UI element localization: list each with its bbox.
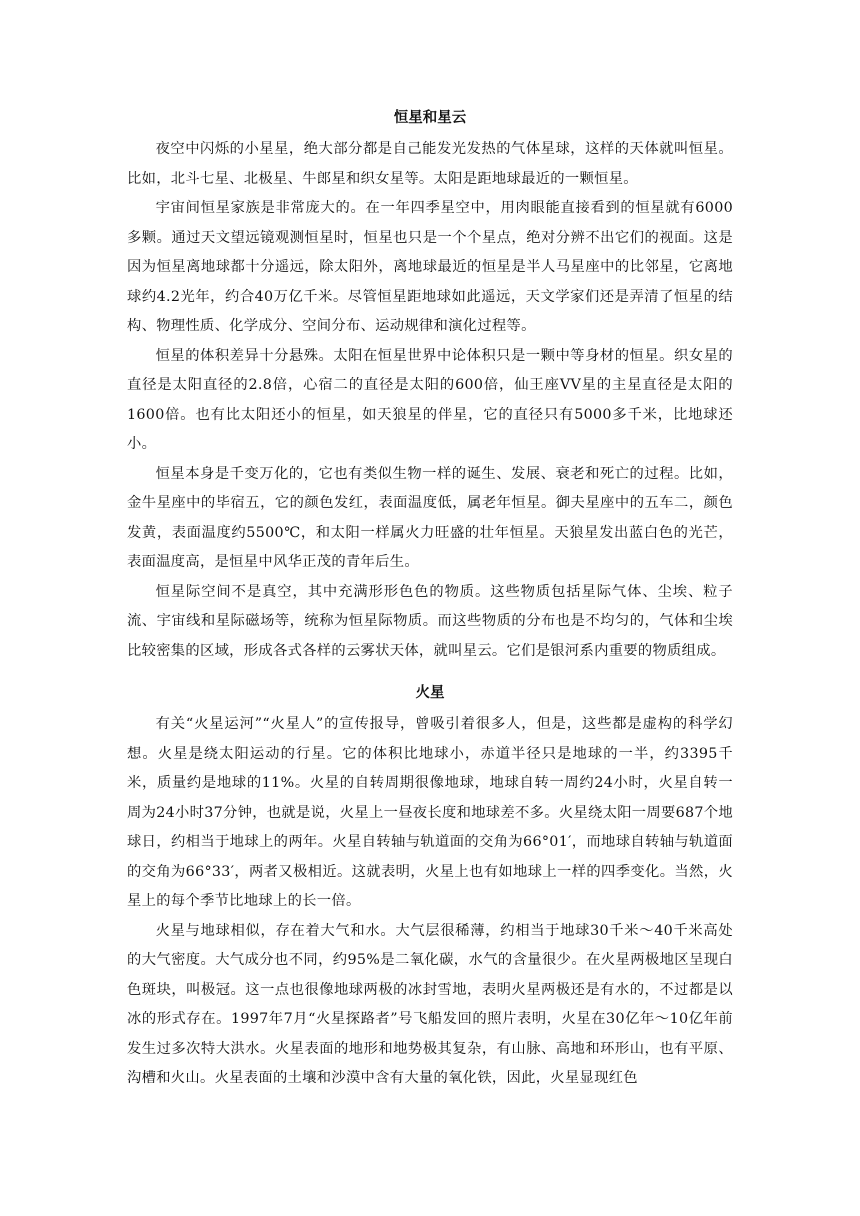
paragraph: 火星与地球相似，存在着大气和水。大气层很稀薄，约相当于地球30千米～40千米高处的大气密度。大气成分也不同，约95%是二氧化碳，水气的含量很少。在火星两极地区呈现白色斑块，叫极冠。这一点也很像地球两极的冰封雪地，表明火星两极还是有水的，不过都是以冰的形式存在。1997年7月“火星探路者”号飞船发回的照片表明，火星在30亿年～10亿年前发生过多次特大洪水。火星表面的地形和地势极其复杂，有山脉、高地和环形山，也有平原、沟槽和火山。火星表面的土壤和沙漠中含有大量的氧化铁，因此，火星显现红色 bbox=[127, 922, 733, 1086]
document-body bbox=[127, 105, 733, 1094]
paragraph: 宇宙间恒星家族是非常庞大的。在一年四季星空中，用肉眼能直接看到的恒星就有6000多颗。通过天文望远镜观测恒星时，恒星也只是一个个星点，绝对分辨不出它们的视面。这是因为恒星离地球都十分遥远，除太阳外，离地球最近的恒星是半人马星座中的比邻星，它离地球约4.2光年，约合40万亿千米。尽管恒星距地球如此遥远，天文学家们还是弄清了恒星的结构、物理性质、化学成分、空间分布、运动规律和演化过程等。 bbox=[127, 200, 733, 334]
paragraph: 恒星际空间不是真空，其中充满形形色色的物质。这些物质包括星际气体、尘埃、粒子流、宇宙线和星际磁场等，统称为恒星际物质。而这些物质的分布也是不均匀的，气体和尘埃比较密集的区域，形成各式各样的云雾状天体，就叫星云。它们是银河系内重要的物质组成。 bbox=[127, 583, 733, 659]
paragraph: 恒星本身是千变万化的，它也有类似生物一样的诞生、发展、衰老和死亡的过程。比如，金牛星座中的毕宿五，它的颜色发红，表面温度低，属老年恒星。御夫星座中的五车二，颜色发黄，表面温度约5500℃，和太阳一样属火力旺盛的壮年恒星。天狼星发出蓝白色的光芒，表面温度高，是恒星中风华正茂的青年后生。 bbox=[127, 465, 733, 570]
section-title-stars: 恒星和星云 bbox=[393, 110, 467, 126]
section-title-mars: 火星 bbox=[415, 685, 445, 701]
paragraph: 有关“火星运河”“火星人”的宣传报导，曾吸引着很多人，但是，这些都是虚构的科学幻想。火星是绕太阳运动的行星。它的体积比地球小，赤道半径只是地球的一半，约3395千米，质量约是地球的11%。火星的自转周期很像地球，地球自转一周约24小时，火星自转一周为24小时37分钟，也就是说，火星上一昼夜长度和地球差不多。火星绕太阳一周要687个地球日，约相当于地球上的两年。火星自转轴与轨道面的交角为66°01′，而地球自转轴与轨道面的交角为66°33′，两者又极相近。这就表明，火星上也有如地球上一样的四季变化。当然，火星上的每个季节比地球上的长一倍。 bbox=[127, 716, 733, 909]
paragraph: 夜空中闪烁的小星星，绝大部分都是自己能发光发热的气体星球，这样的天体就叫恒星。比如，北斗七星、北极星、牛郎星和织女星等。太阳是距地球最近的一颗恒星。 bbox=[127, 141, 733, 187]
paragraph: 恒星的体积差异十分悬殊。太阳在恒星世界中论体积只是一颗中等身材的恒星。织女星的直径是太阳直径的2.8倍，心宿二的直径是太阳的600倍，仙王座VV星的主星直径是太阳的1600倍。也有比太阳还小的恒星，如天狼星的伴星，它的直径只有5000多千米，比地球还小。 bbox=[127, 347, 733, 452]
